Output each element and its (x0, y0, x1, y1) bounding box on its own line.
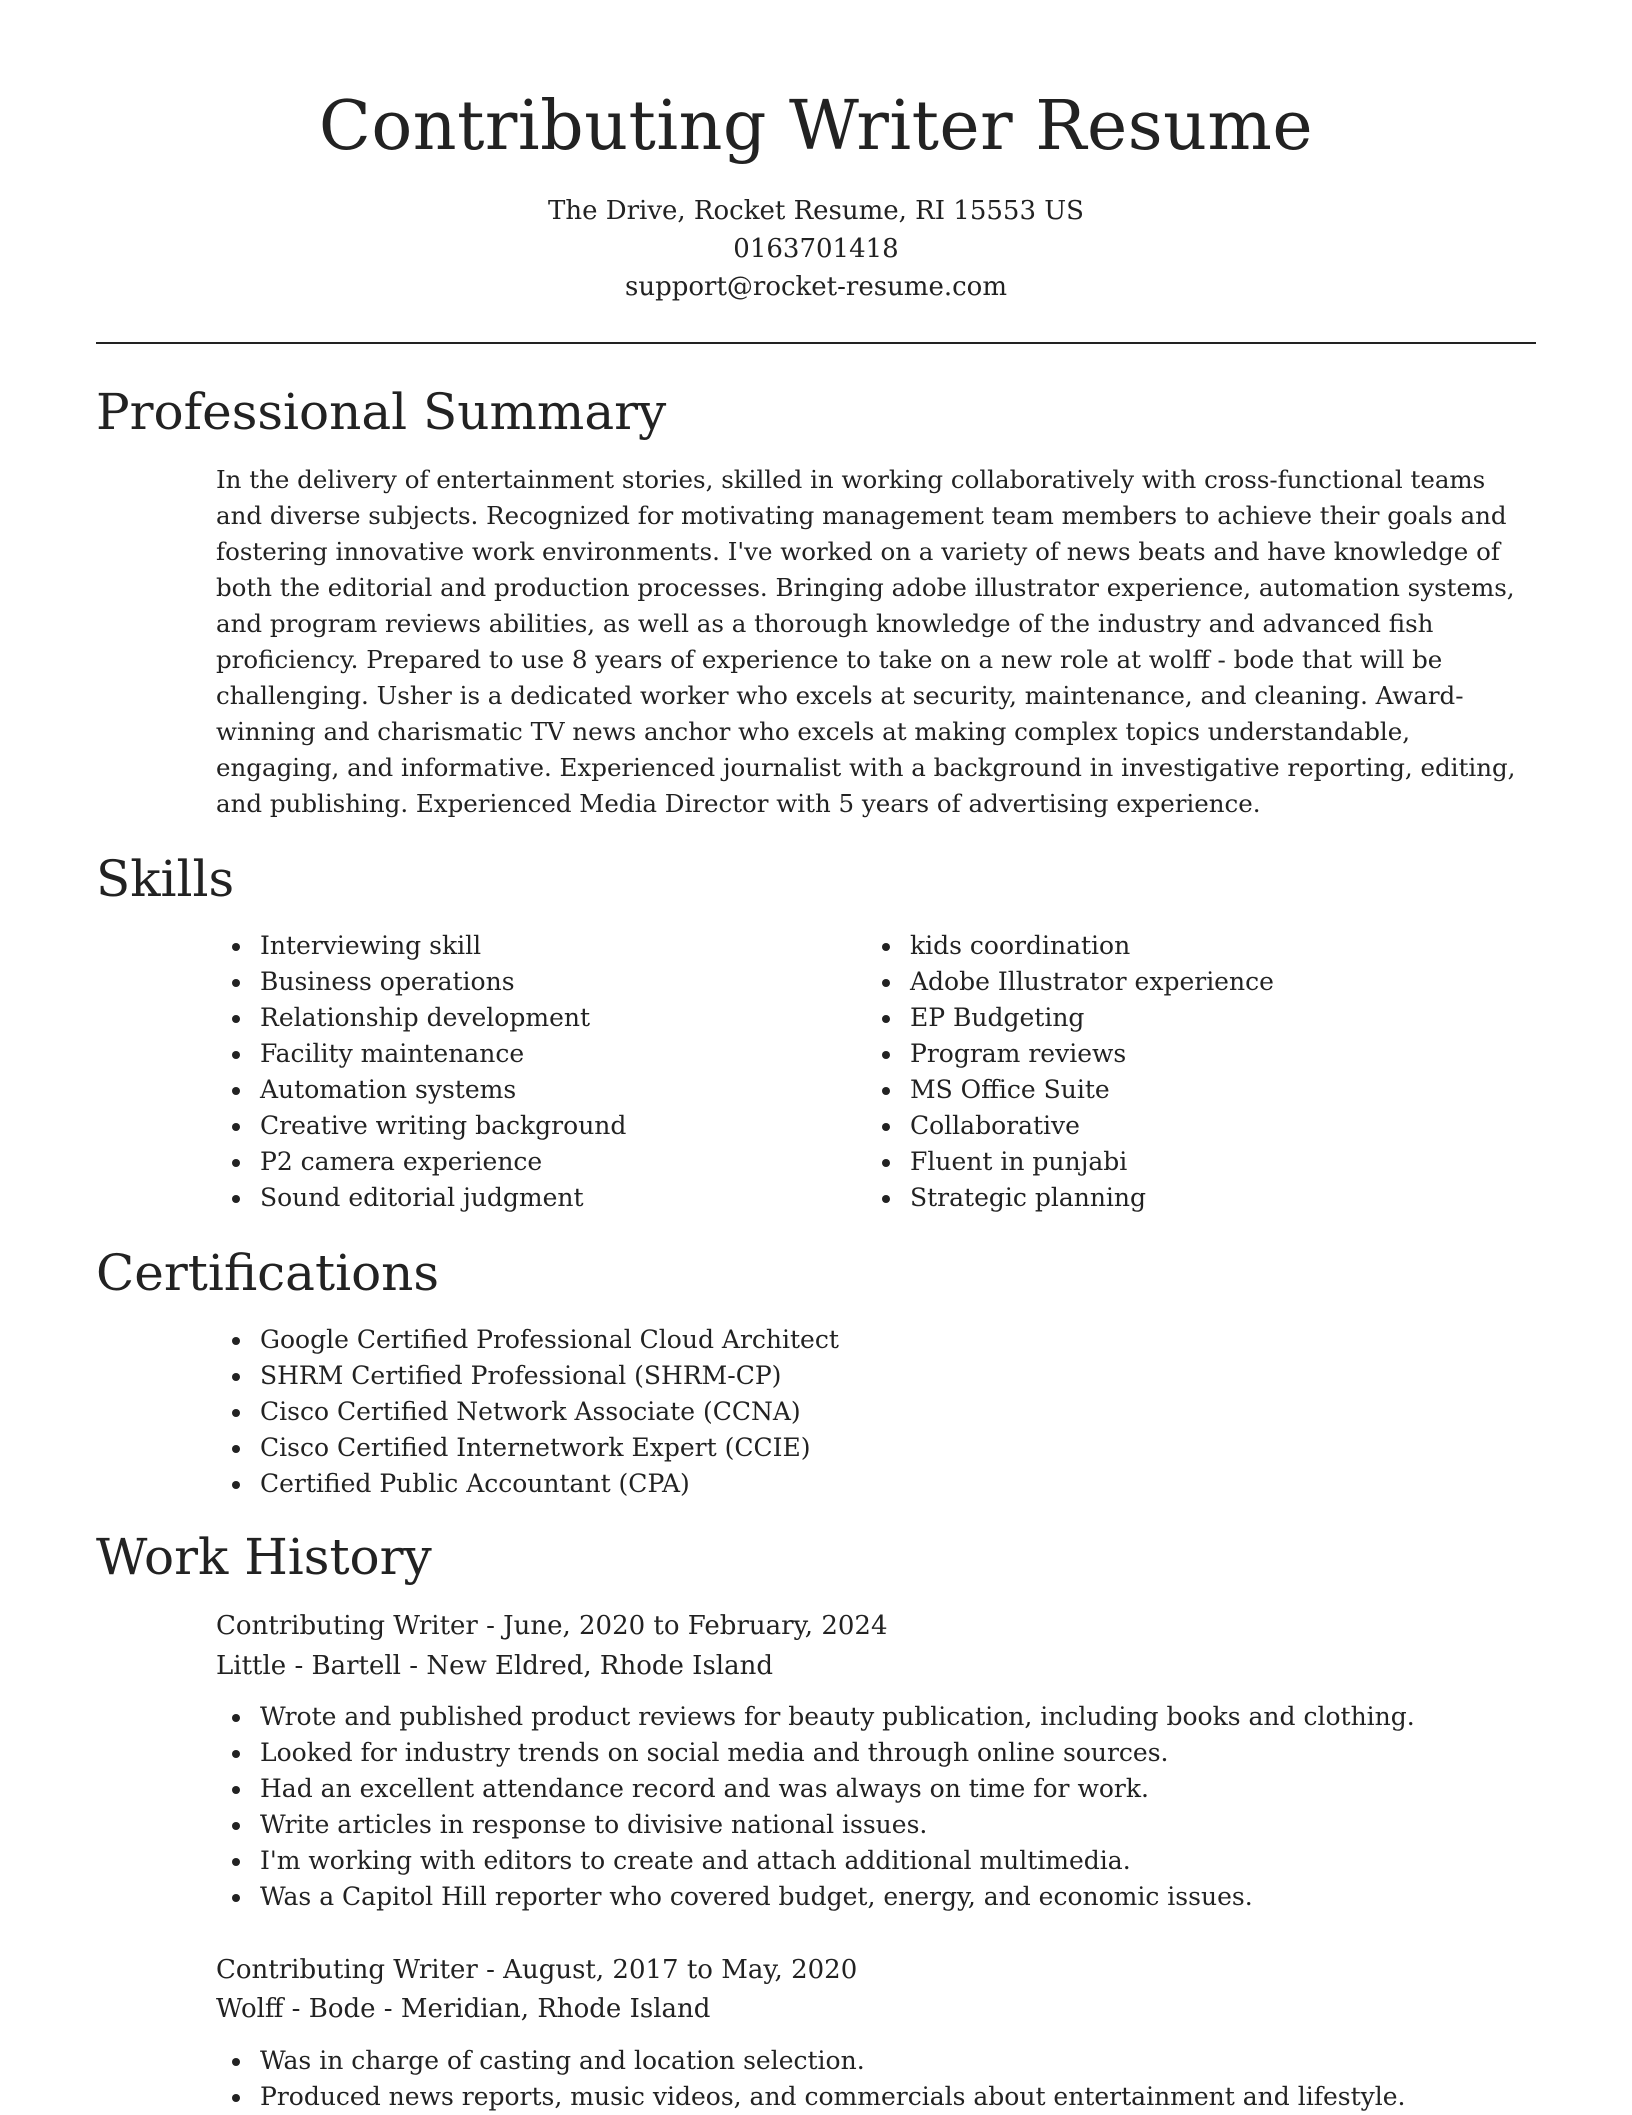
list-item: Looked for industry trends on social media and through online sources. (216, 1735, 1415, 1771)
job-dates: - June, 2020 to February, 2024 (477, 1611, 888, 1641)
list-item: Write articles in response to divisive national issues. (216, 1807, 1415, 1843)
contact-address: The Drive, Rocket Resume, RI 15553 US (547, 196, 1084, 226)
list-item: Business operations (216, 964, 626, 1000)
list-item: I'm working with editors to create and attach additional multimedia. (216, 1843, 1415, 1879)
job-role: Contributing Writer (216, 1955, 478, 1985)
contact-email[interactable]: support@rocket-resume.com (624, 272, 1007, 302)
contact-phone: 0163701418 (733, 234, 899, 264)
contact-block (0, 192, 1632, 306)
list-item: EP Budgeting (866, 1000, 1274, 1036)
job-location: - Meridian, Rhode Island (375, 1994, 711, 2024)
list-item: Cisco Certified Internetwork Expert (CCIE) (216, 1430, 839, 1466)
job-company: Wolff - Bode (216, 1994, 376, 2024)
job-company: Little - Bartell (216, 1651, 401, 1681)
list-item: Adobe Illustrator experience (866, 964, 1274, 1000)
job-1-bullets (216, 1699, 1415, 1915)
list-item: Creative writing background (216, 1108, 626, 1144)
job-location: - New Eldred, Rhode Island (401, 1651, 773, 1681)
list-item: Interviewing skill (216, 928, 626, 964)
list-item: Was a Capitol Hill reporter who covered budget, energy, and economic issues. (216, 1879, 1415, 1915)
work-history-heading: Work History (96, 1528, 432, 1586)
list-item: kids coordination (866, 928, 1274, 964)
certifications-list (216, 1322, 839, 1502)
job-1-title-line (216, 1606, 888, 1646)
job-role: Contributing Writer (216, 1611, 478, 1641)
skills-list-right (866, 928, 1274, 1216)
list-item: Program reviews (866, 1036, 1274, 1072)
summary-text: In the delivery of entertainment stories, skilled in working collaboratively with cross-functional teams and diverse subjects. Recognized for motivating management team members to achieve their goals and fostering innovative work environments. I've worked on a variety of news beats and have knowledge of both the editorial and production processes. Bringing adobe illustrator experience, automation systems, and program reviews abilities, as well as a thorough knowledge of the industry and advanced fish proficiency. Prepared to use 8 years of experience to take on a new role at wolff - bode that will be challenging. Usher is a dedicated worker who excels at security, maintenance, and cleaning. Award-winning and charismatic TV news anchor who excels at making complex topics understandable, engaging, and informative. Experienced journalist with a background in investigative reporting, editing, and publishing. Experienced Media Director with 5 years of advertising experience. (216, 465, 1516, 818)
header-divider (96, 342, 1536, 344)
job-2-company-line (216, 1989, 710, 2029)
list-item: Had an excellent attendance record and was always on time for work. (216, 1771, 1415, 1807)
list-item: P2 camera experience (216, 1144, 626, 1180)
list-item: Fluent in punjabi (866, 1144, 1274, 1180)
list-item: Automation systems (216, 1072, 626, 1108)
certifications-heading: Certifications (96, 1244, 440, 1302)
list-item: Was in charge of casting and location selection. (216, 2043, 1406, 2079)
list-item: Certified Public Accountant (CPA) (216, 1466, 839, 1502)
skills-heading: Skills (96, 850, 235, 908)
list-item: Facility maintenance (216, 1036, 626, 1072)
job-2-bullets (216, 2043, 1406, 2115)
list-item: MS Office Suite (866, 1072, 1274, 1108)
summary-heading: Professional Summary (96, 383, 667, 441)
list-item: Sound editorial judgment (216, 1180, 626, 1216)
list-item: Wrote and published product reviews for beauty publication, including books and clothing. (216, 1699, 1415, 1735)
skills-list-left (216, 928, 626, 1216)
list-item: SHRM Certified Professional (SHRM-CP) (216, 1358, 839, 1394)
job-dates: - August, 2017 to May, 2020 (477, 1955, 858, 1985)
list-item: Produced news reports, music videos, and commercials about entertainment and lifestyle. (216, 2079, 1406, 2115)
list-item: Cisco Certified Network Associate (CCNA) (216, 1394, 839, 1430)
list-item: Google Certified Professional Cloud Architect (216, 1322, 839, 1358)
list-item: Relationship development (216, 1000, 626, 1036)
job-2-title-line (216, 1950, 857, 1990)
list-item: Collaborative (866, 1108, 1274, 1144)
list-item: Strategic planning (866, 1180, 1274, 1216)
resume-title: Contributing Writer Resume (318, 87, 1314, 166)
job-1-company-line (216, 1646, 773, 1686)
